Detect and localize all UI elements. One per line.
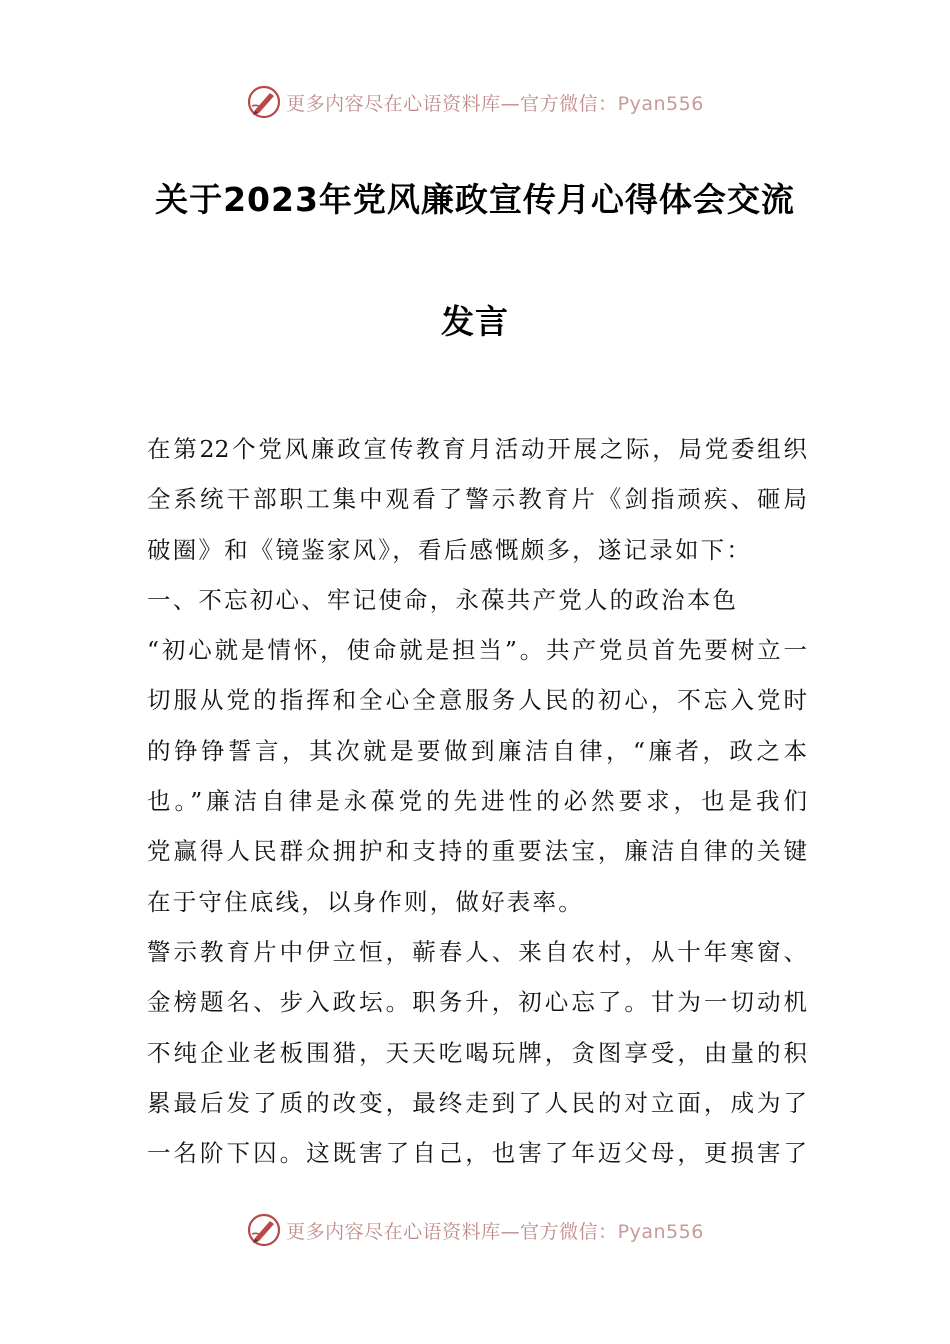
document-body [147, 424, 807, 1178]
body-line: 累最后发了质的改变，最终走到了人民的对立面，成为了 [147, 1088, 807, 1117]
wechat-id: Pyan556 [617, 92, 704, 115]
body-line: 也。”廉洁自律是永葆党的先进性的必然要求，也是我们 [147, 787, 807, 816]
body-line: 一名阶下囚。这既害了自己，也害了年迈父母，更损害了 [147, 1139, 807, 1168]
body-line: 破圈》和《镜鉴家风》，看后感慨颇多，遂记录如下： [147, 535, 753, 564]
pen-logo-icon [246, 84, 282, 120]
header-watermark-banner [0, 80, 950, 124]
body-line: 不纯企业老板围猎，天天吃喝玩牌，贪图享受，由量的积 [147, 1038, 807, 1067]
body-line: “初心就是情怀，使命就是担当”。共产党员首先要树立一 [147, 636, 807, 665]
wechat-id: Pyan556 [617, 1220, 704, 1243]
footer-watermark-banner [0, 1208, 950, 1252]
section-heading: 一、不忘初心、牢记使命，永葆共产党人的政治本色 [147, 585, 739, 614]
body-line: 在于守住底线，以身作则，做好表率。 [147, 887, 584, 916]
document-title-line-1: 关于2023年党风廉政宣传月心得体会交流 [155, 180, 795, 219]
body-line: 的铮铮誓言，其次就是要做到廉洁自律，“廉者，政之本 [147, 736, 807, 765]
body-line: 切服从党的指挥和全心全意服务人民的初心，不忘入党时 [147, 686, 807, 715]
watermark-text: 更多内容尽在心语资料库—官方微信：Pyan556 [286, 1220, 704, 1243]
body-line: 金榜题名、步入政坛。职务升，初心忘了。甘为一切动机 [147, 988, 807, 1017]
body-line: 全系统干部职工集中观看了警示教育片《剑指顽疾、砸局 [147, 485, 807, 514]
pen-logo-icon [246, 1212, 282, 1248]
body-line: 党赢得人民群众拥护和支持的重要法宝，廉洁自律的关键 [147, 837, 807, 866]
body-line: 在第22个党风廉政宣传教育月活动开展之际，局党委组织 [147, 435, 807, 463]
watermark-text: 更多内容尽在心语资料库—官方微信：Pyan556 [286, 92, 704, 115]
body-line: 警示教育片中伊立恒，蕲春人、来自农村，从十年寒窗、 [147, 937, 807, 966]
document-title-line-2: 发言 [441, 302, 509, 341]
